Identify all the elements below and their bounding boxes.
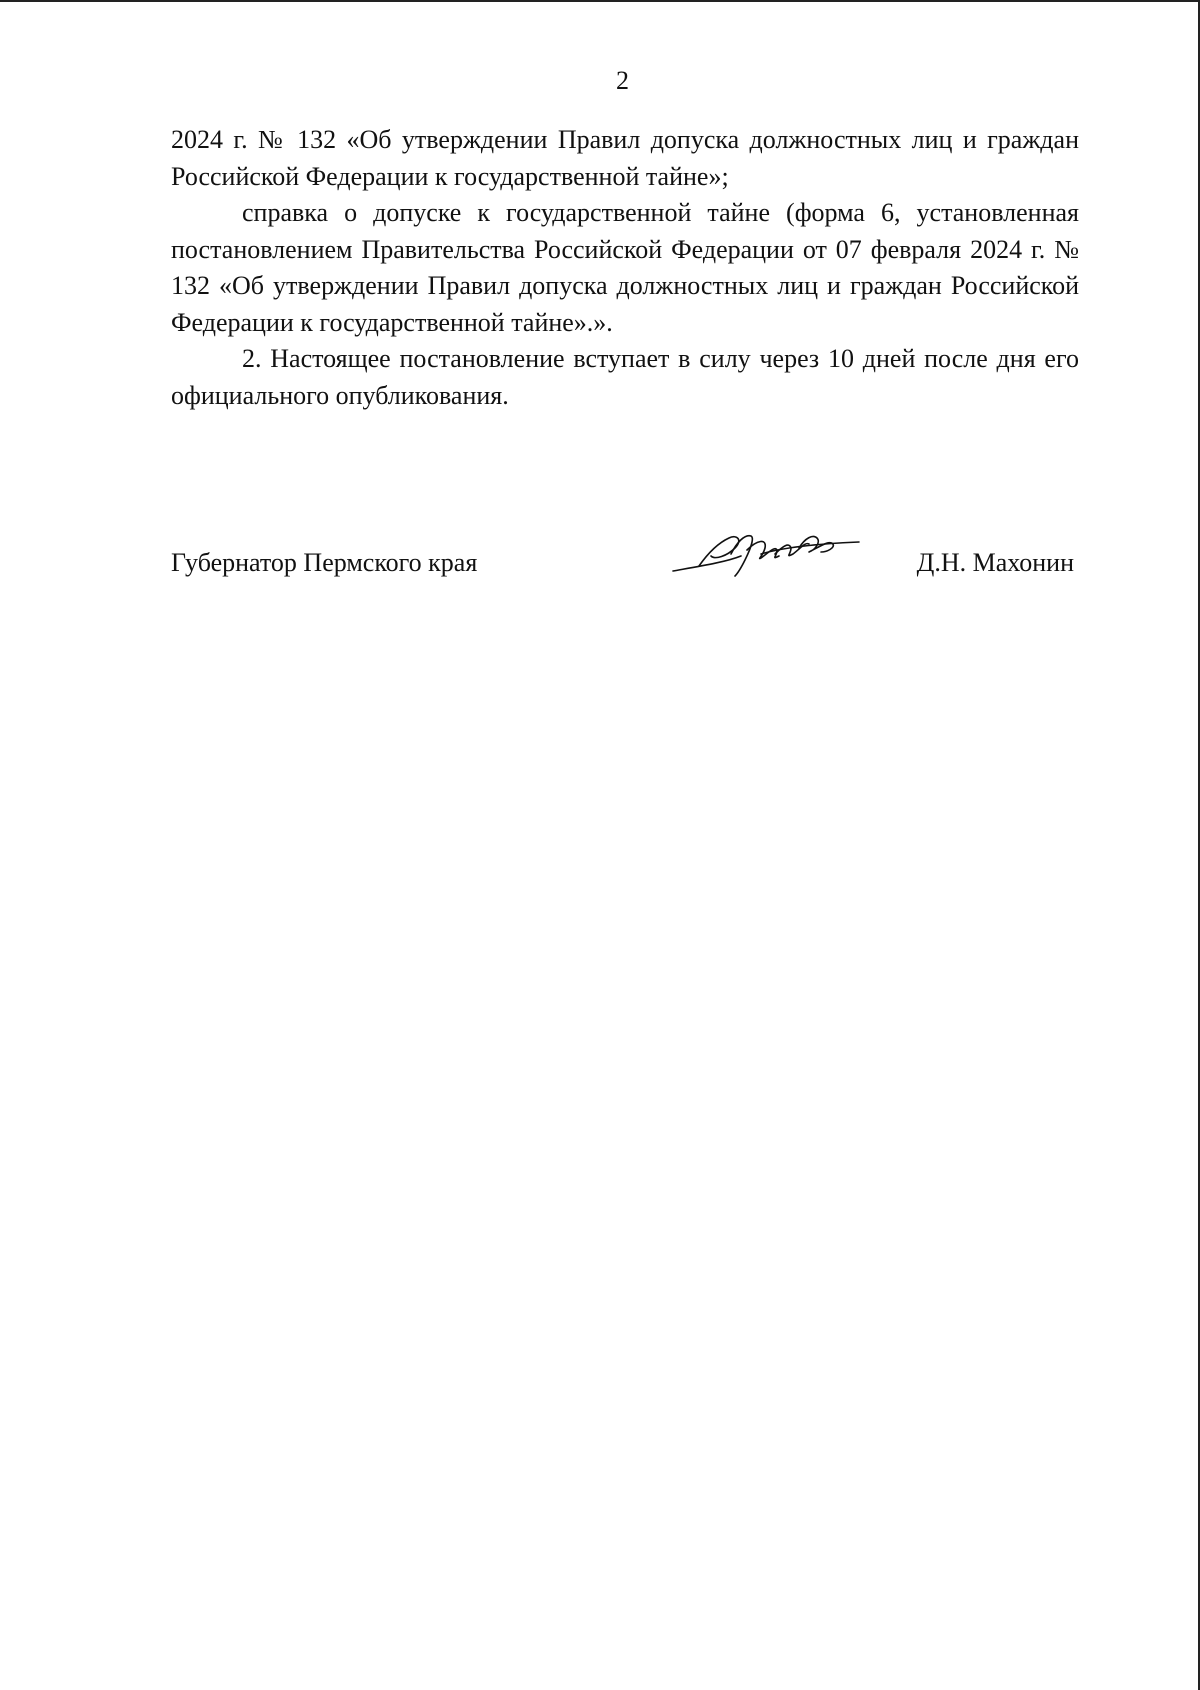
paragraph-effective-date: 2. Настоящее постановление вступает в силу через 10 дней после дня его официального опубликования. <box>171 344 1079 410</box>
signature-block <box>171 548 1079 588</box>
paragraph-continuation: 2024 г. № 132 «Об утверждении Правил допуска должностных лиц и граждан Российской Федерации к государственной тайне»; <box>171 125 1079 191</box>
handwritten-signature <box>671 526 861 586</box>
document-body <box>171 122 1079 414</box>
page-number: 2 <box>616 66 629 95</box>
signatory-name: Д.Н. Махонин <box>916 548 1074 577</box>
signatory-title: Губернатор Пермского края <box>171 548 478 577</box>
paragraph-clearance-certificate: справка о допуске к государственной тайне (форма 6, установленная постановлением Правительства Российской Федерации от 07 февраля 2024 г. № 132 «Об утверждении Правил допуска должностных лиц и граждан Российской Федерации к государственной тайне».». <box>171 198 1079 337</box>
